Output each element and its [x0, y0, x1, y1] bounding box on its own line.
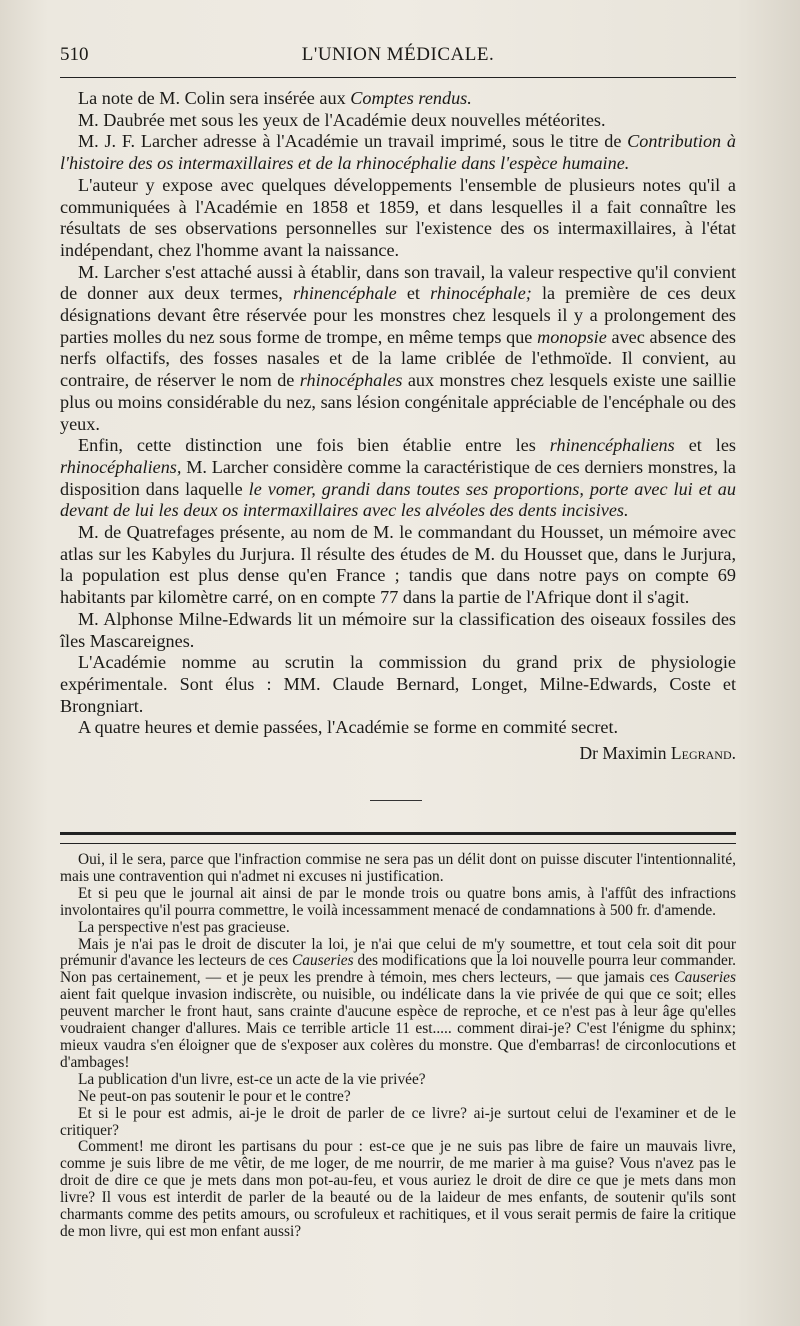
paragraph-author-expose: L'auteur y expose avec quelques développements l'ensemble de plusieurs notes qu'il a communiquées à l'Académie en 1858 et 1859, et dans lesquelles il a fait connaître les résultats de ses observations personnelles sur l'existence des os intermaxillaires, à l'état indépendant, chez l'homme avant la naissance. [60, 174, 736, 260]
feuilleton-paragraph: Ne peut-on pas soutenir le pour et le contre? [78, 1087, 351, 1105]
feuilleton-paragraph: Comment! me diront les partisans du pour : est-ce que je ne suis pas libre de faire un mauvais livre, comme je suis libre de me vêtir, de me loger, de me nourrir, de me marier à ma guise? Vous n'avez pas le droit de dire ce que je mets dans mon pot-au-feu, et vous auriez le droit de dire ce que je mets dans mon livre? Il vous est interdit de parler de la beauté ou de la laideur de mes enfants, de soutenir qu'ils sont charmants comme des petits amours, ou scrofuleux et rachitiques, et il vous serait permis de faire la critique de mon livre, qui est mon enfant aussi? [60, 1138, 736, 1240]
page-number: 510 [60, 44, 89, 65]
paragraph-colin: La note de M. Colin sera insérée aux Comptes rendus. [78, 88, 472, 108]
paragraph-commission: L'Académie nomme au scrutin la commission du grand prix de physiologie expérimentale. Sont élus : MM. Claude Bernard, Longet, Milne-Edwards, Coste et Brongniart. [60, 652, 736, 716]
paragraph-daubree: M. Daubrée met sous les yeux de l'Académie deux nouvelles météorites. [78, 109, 606, 130]
feuilleton-paragraph: La publication d'un livre, est-ce un acte de la vie privée? [78, 1070, 426, 1088]
signature: Dr Maximin Legrand. [579, 743, 736, 764]
paragraph-secret-committee: A quatre heures et demie passées, l'Académie se forme en commité secret. [78, 717, 619, 738]
paragraph-quatrefages: M. de Quatrefages présente, au nom de M. le commandant du Housset, un mémoire avec atlas sur les Kabyles du Jurjura. Il résulte des études de M. du Housset que, dans le Jurjura, la population est plus dense qu'en France ; tandis que dans notre pays on compte 69 habitants par kilomètre carré, on en compte 77 dans la partie de l'Afrique dont il s'agit. [60, 522, 736, 608]
feuilleton-paragraph: Et si le pour est admis, ai-je le droit de parler de ce livre? ai-je surtout celui de l'examiner et de le critiquer? [60, 1104, 736, 1139]
paragraph-larcher-terms: M. Larcher s'est attaché aussi à établir, dans son travail, la valeur respective qu'il convient de donner aux deux termes, rhinencéphale et rhinocéphale; la première de ces deux désignations devant être réservée pour les monstres chez lesquels il y a prolongement des parties molles du nez sous forme de trompe, en même temps que monopsie avec absence des nerfs olfactifs, des fosses nasales et de la lame criblée de l'ethmoïde. Il convient, au contraire, de réserver le nom de rhinocéphales aux monstres chez lesquels existe une saillie plus ou moins considérable du nez, sans lésion congénitale appréciable de l'encéphale ou des yeux. [60, 261, 737, 434]
running-title: L'UNION MÉDICALE. [301, 44, 495, 65]
feuilleton-section [60, 852, 736, 1241]
feuilleton-paragraph: Mais je n'ai pas le droit de discuter la loi, je n'ai que celui de m'y soumettre, et tout cela soit dit pour prémunir d'avance les lecteurs de ces Causeries des modifications que la loi nouvelle pourra leur commander. Non pas certainement, — et je peux les prendre à témoin, mes chers lecteurs, — que jamais ces Causeries aient fait quelque invasion indiscrète, ou nuisible, ou indélicate dans la vie privée de qui que ce soit; elles peuvent marcher le front haut, sans crainte d'aucune espèce de reproche, et ce n'est pas à leur âge qu'elles voudraient changer d'allures. Mais ce terrible article 11 est..... comment dirai-je? C'est l'énigme du sphinx; mieux vaudra s'en éloigner que de s'exposer aux colères du monstre. Que d'embarras! de circonlocutions et d'ambages! [60, 935, 737, 1071]
main-article [60, 88, 736, 765]
page-header [60, 44, 736, 74]
paragraph-larcher-title: M. J. F. Larcher adresse à l'Académie un travail imprimé, sous le titre de Contribution à l'histoire des os intermaxillaires et de la rhinocéphalie dans l'espèce humaine. [60, 131, 736, 174]
header-rule [60, 77, 736, 78]
paragraph-milne-edwards: M. Alphonse Milne-Edwards lit un mémoire sur la classification des oiseaux fossiles des îles Mascareignes. [60, 608, 736, 651]
feuilleton-divider [60, 832, 736, 844]
feuilleton-paragraph: La perspective n'est pas gracieuse. [78, 918, 290, 936]
paragraph-distinction: Enfin, cette distinction une fois bien établie entre les rhinencéphaliens et les rhinocéphaliens, M. Larcher considère comme la caractéristique de ces derniers monstres, la disposition dans laquelle le vomer, grandi dans toutes ses proportions, porte avec lui et au devant de lui les deux os intermaxillaires avec les alvéoles des dents incisives. [60, 435, 737, 521]
feuilleton-paragraph: Oui, il le sera, parce que l'infraction commise ne sera pas un délit dont on puisse discuter l'intentionnalité, mais une contravention qui n'admet ni excuses ni justification. [60, 851, 736, 885]
feuilleton-paragraph: Et si peu que le journal ait ainsi de par le monde trois ou quatre bons amis, à l'affût des infractions involontaires qu'il pourra commettre, le voilà incessamment menacé de condamnations à 500 fr. d'amende. [60, 884, 736, 919]
section-end-rule [370, 800, 422, 801]
